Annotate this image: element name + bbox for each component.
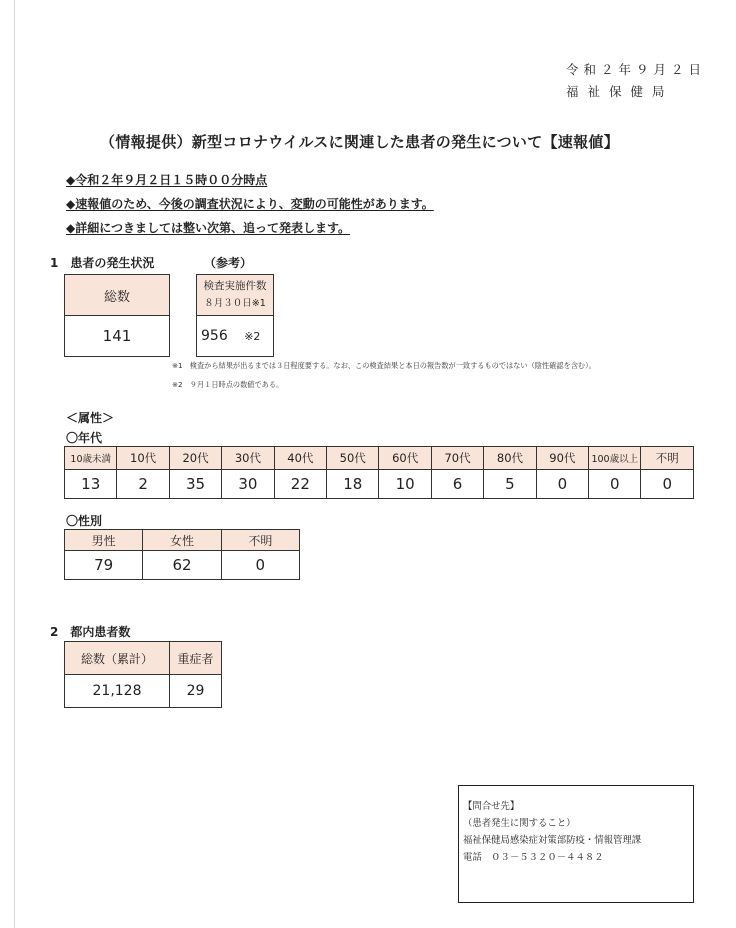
total-label: 総数: [65, 275, 170, 316]
age-column-header: 10代: [117, 447, 169, 470]
sex-count-cell: 0: [221, 551, 299, 580]
age-column-header: 70代: [431, 447, 483, 470]
section1-heading: 1 患者の発生状況: [50, 256, 155, 270]
age-column-header: 90代: [536, 447, 588, 470]
age-count-cell: 0: [641, 470, 694, 499]
reference-heading: （参考）: [204, 256, 253, 270]
bullet-timestamp: ◆令和２年９月２日１５時００分時点: [66, 173, 268, 187]
test-count-label: [197, 275, 274, 316]
severe-value: 29: [170, 675, 222, 708]
age-column-header: 不明: [641, 447, 694, 470]
contact-box: [458, 785, 694, 903]
sex-column-header: 女性: [143, 530, 221, 551]
cumulative-table: [64, 641, 222, 708]
age-count-cell: 6: [431, 470, 483, 499]
contact-department: 福祉保健局感染症対策部防疫・情報管理課: [463, 835, 642, 846]
note-2: ※2 ９月１日時点の数値である。: [172, 380, 284, 389]
contact-heading: 【問合せ先】: [463, 801, 520, 812]
sex-column-header: 男性: [65, 530, 143, 551]
age-count-cell: 5: [484, 470, 536, 499]
test-count-label-line1: 検査実施件数: [203, 280, 267, 292]
age-column-header: 80代: [484, 447, 536, 470]
age-column-header: 30代: [222, 447, 274, 470]
reference-table: [196, 274, 274, 357]
age-header-row: [65, 447, 694, 470]
test-count-cell: [197, 316, 274, 357]
section2-heading: 2 都内患者数: [50, 625, 131, 639]
age-column-header: 50代: [327, 447, 379, 470]
cumulative-total-value: 21,128: [65, 675, 170, 708]
sex-column-header: 不明: [221, 530, 299, 551]
age-column-header: 10歳未満: [65, 447, 117, 470]
age-count-cell: 30: [222, 470, 274, 499]
age-count-cell: 13: [65, 470, 117, 499]
bullet-preliminary: ◆速報値のため、今後の調査状況により、変動の可能性があります。: [66, 197, 434, 211]
age-count-cell: 18: [327, 470, 379, 499]
total-value: 141: [65, 316, 170, 357]
cumulative-total-label: 総数（累計）: [65, 642, 170, 675]
age-column-header: 20代: [169, 447, 221, 470]
sex-count-cell: 62: [143, 551, 221, 580]
total-table: [64, 274, 170, 357]
age-column-header: 100歳以上: [589, 447, 641, 470]
age-count-cell: 10: [379, 470, 431, 499]
contact-phone: 電話 ０３－５３２０－４４８２: [463, 852, 604, 863]
age-count-cell: 0: [589, 470, 641, 499]
age-column-header: 40代: [274, 447, 326, 470]
page-title: （情報提供）新型コロナウイルスに関連した患者の発生について【速報値】: [100, 133, 620, 151]
severe-label: 重症者: [170, 642, 222, 675]
age-count-cell: 2: [117, 470, 169, 499]
bullet-details: ◆詳細につきましては整い次第、追って発表します。: [66, 221, 351, 235]
age-table: [64, 446, 694, 499]
sex-heading: 〇性別: [66, 514, 103, 528]
page-edge: [14, 0, 15, 928]
note-1: ※1 検査から結果が出るまでは３日程度要する。なお、この検査結果と本日の報告数が一致するものではない（陰性確認を含む）。: [172, 361, 596, 370]
age-value-row: [65, 470, 694, 499]
contact-topic: （患者発生に関すること）: [463, 818, 576, 829]
issue-date: 令和２年９月２日: [566, 62, 707, 77]
sex-value-row: [65, 551, 300, 580]
sex-table: [64, 529, 300, 580]
age-heading: 〇年代: [66, 431, 103, 445]
age-count-cell: 22: [274, 470, 326, 499]
test-count-label-line2: ８月３０日※1: [204, 298, 266, 309]
age-count-cell: 0: [536, 470, 588, 499]
age-column-header: 60代: [379, 447, 431, 470]
age-count-cell: 35: [169, 470, 221, 499]
sex-header-row: [65, 530, 300, 551]
issuing-bureau: 福祉保健局: [566, 84, 674, 99]
test-count-value: 956: [201, 328, 228, 344]
test-count-note-mark: ※2: [244, 330, 261, 343]
sex-count-cell: 79: [65, 551, 143, 580]
attributes-heading: ＜属性＞: [66, 411, 115, 425]
